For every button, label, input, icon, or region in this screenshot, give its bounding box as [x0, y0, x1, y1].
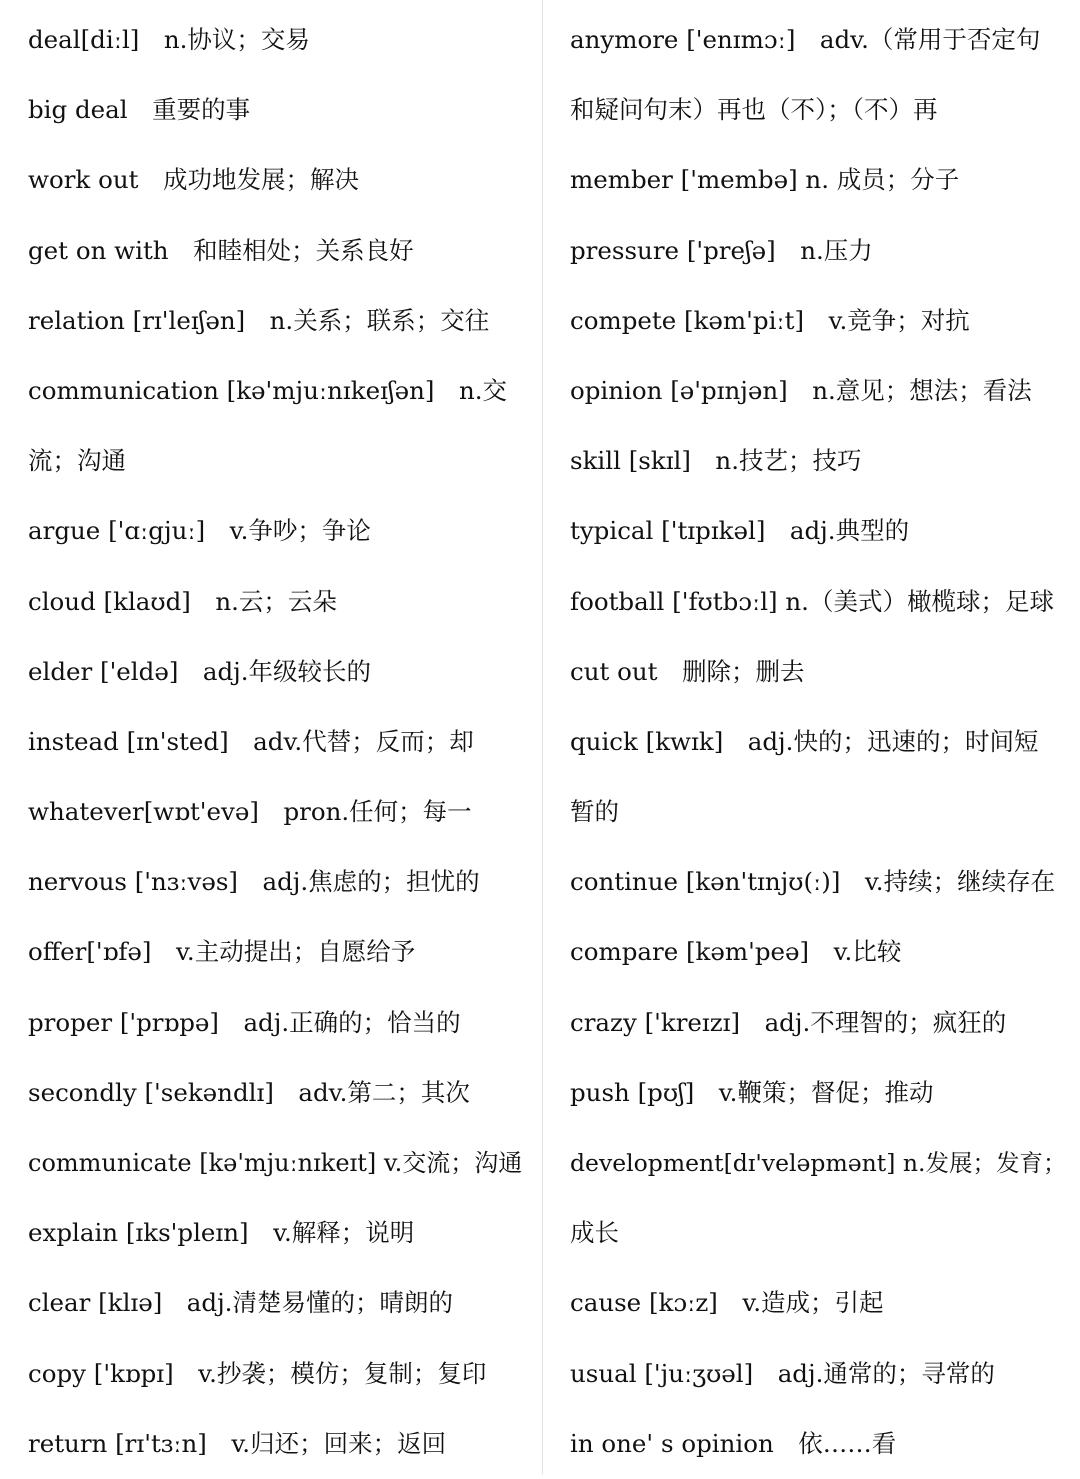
vocab-line: return [rɪ'tɜːn] v.归还；回来；返回: [28, 1428, 447, 1458]
vocab-line: usual ['juːʒʊəl] adj.通常的；寻常的: [570, 1358, 995, 1388]
vocab-line: copy ['kɒpɪ] v.抄袭；模仿；复制；复印: [28, 1358, 487, 1388]
vocab-line: communicate [kə'mjuːnɪkeɪt] v.交流；沟通: [28, 1149, 523, 1177]
vocab-line: cloud [klaʊd] n.云；云朵: [28, 586, 337, 616]
right-column: [570, 5, 1070, 1479]
left-column: [28, 5, 528, 1479]
vocab-line: in one' s opinion 依……看: [570, 1428, 897, 1458]
vocab-line: skill [skɪl] n.技艺；技巧: [570, 446, 862, 476]
vocab-line: 和疑问句末）再也（不）；（不）再: [570, 95, 938, 125]
vocab-line: explain [ɪks'pleɪn] v.解释；说明: [28, 1218, 415, 1248]
vocab-line: development[dɪ'veləpmənt] n.发展；发育；: [570, 1149, 1067, 1177]
vocab-line: crazy ['kreɪzɪ] adj.不理智的；疯狂的: [570, 1007, 1007, 1037]
vocab-line: quick [kwɪk] adj.快的；迅速的；时间短: [570, 726, 1039, 756]
vocab-line: get on with 和睦相处；关系良好: [28, 235, 414, 265]
vocab-line: elder ['eldə] adj.年级较长的: [28, 656, 372, 686]
vocab-line: opinion [ə'pɪnjən] n.意见；想法；看法: [570, 375, 1032, 405]
vocab-line: 暂的: [570, 797, 619, 827]
vocab-line: proper ['prɒpə] adj.正确的；恰当的: [28, 1007, 461, 1037]
vocab-line: nervous ['nɜːvəs] adj.焦虑的；担忧的: [28, 867, 480, 897]
vocab-line: whatever[wɒt'evə] pron.任何；每一: [28, 797, 472, 827]
vocab-line: instead [ɪn'sted] adv.代替；反而；却: [28, 726, 474, 756]
vocab-line: cut out 删除；删去: [570, 656, 805, 686]
vocab-line: argue ['ɑːgjuː] v.争吵；争论: [28, 516, 371, 546]
vocab-line: communication [kə'mjuːnɪkeɪʃən] n.交: [28, 375, 508, 405]
vocab-line: deal[diːl] n.协议；交易: [28, 25, 310, 54]
vocab-line: secondly ['sekəndlɪ] adv.第二；其次: [28, 1077, 470, 1107]
vocab-line: work out 成功地发展；解决: [28, 165, 359, 195]
vocab-line: football ['fʊtbɔːl] n.（美式）橄榄球；足球: [570, 586, 1054, 616]
vocab-line: typical ['tɪpɪkəl] adj.典型的: [570, 516, 910, 546]
vocab-line: pressure ['preʃə] n.压力: [570, 235, 873, 265]
vocab-line: cause [kɔːz] v.造成；引起: [570, 1288, 884, 1318]
vocab-line: 流；沟通: [28, 446, 126, 476]
vocab-line: compete [kəm'piːt] v.竞争；对抗: [570, 305, 970, 335]
vocab-line: compare [kəm'peə] v.比较: [570, 937, 902, 967]
vocab-line: member ['membə] n. 成员；分子: [570, 165, 960, 195]
vocab-line: offer['ɒfə] v.主动提出；自愿给予: [28, 937, 416, 967]
vocab-line: clear [klɪə] adj.清楚易懂的；晴朗的: [28, 1288, 453, 1318]
column-divider: [542, 0, 543, 1474]
vocab-line: anymore ['enɪmɔː] adv.（常用于否定句: [570, 25, 1041, 54]
vocab-line: push [pʊʃ] v.鞭策；督促；推动: [570, 1077, 934, 1107]
vocab-line: continue [kən'tɪnjʊ(ː)] v.持续；继续存在: [570, 867, 1056, 897]
vocab-line: 成长: [570, 1218, 619, 1248]
vocab-line: relation [rɪ'leɪʃən] n.关系；联系；交往: [28, 305, 490, 335]
vocab-line: big deal 重要的事: [28, 95, 251, 125]
